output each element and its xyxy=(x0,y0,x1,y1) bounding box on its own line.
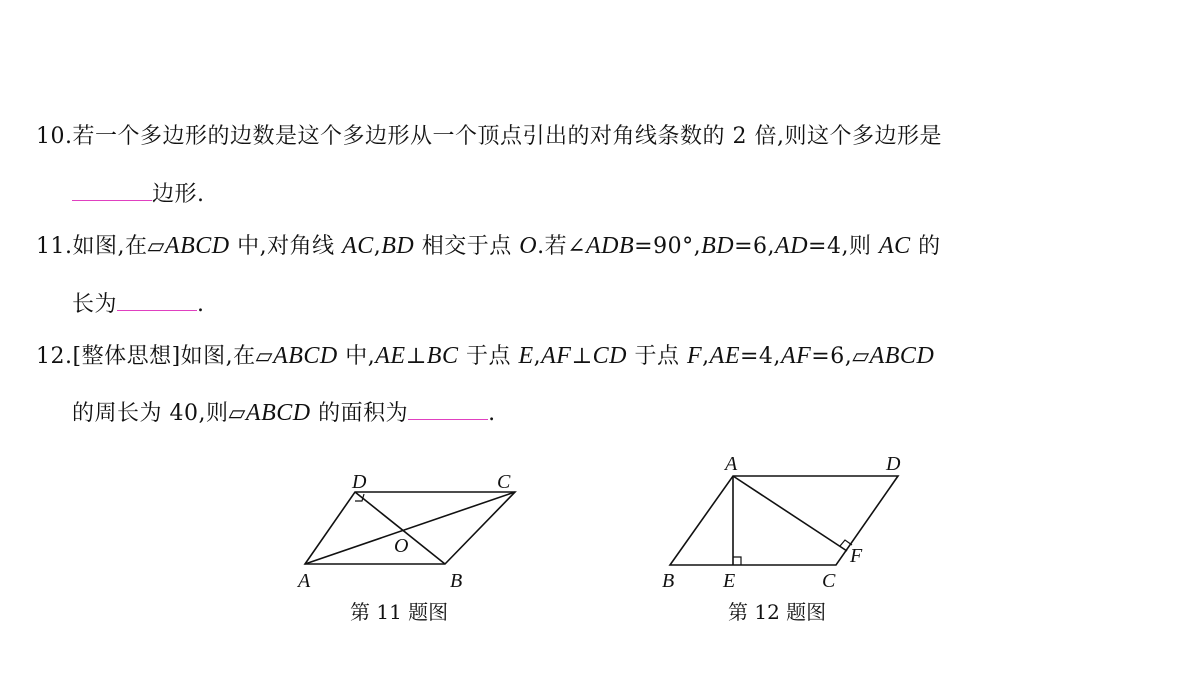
q10-suffix: 边形. xyxy=(152,182,205,207)
q10-line2 xyxy=(72,180,205,208)
q11-text-a: 11.如图,在▱ xyxy=(36,234,165,259)
fig12-parallelogram xyxy=(670,476,898,565)
q11-text-e: .若∠ xyxy=(537,234,587,259)
q10-line1 xyxy=(36,124,942,150)
fig12-label-b: B xyxy=(662,570,675,592)
q11-text-g: =6, xyxy=(734,234,776,259)
fig12-label-d: D xyxy=(886,453,901,475)
q12-text-j: =4, xyxy=(740,344,781,369)
q12-cd: CD xyxy=(592,343,627,369)
fig12-label-c: C xyxy=(822,570,836,592)
q10-text: 10.若一个多边形的边数是这个多边形从一个顶点引出的对角线条数的 2 倍,则这个多边形是 xyxy=(36,124,942,149)
fig11-diagonal-ac xyxy=(305,492,515,564)
fig11-label-b: B xyxy=(450,570,463,592)
q12-suffix: . xyxy=(488,401,496,426)
fig12-label-e: E xyxy=(723,570,736,592)
q12-text-a: 12.[整体思想]如图,在▱ xyxy=(36,344,274,369)
q12-f: F xyxy=(687,343,703,369)
q11-ad: AD xyxy=(775,233,809,259)
q12-perp2: ⊥ xyxy=(571,344,593,369)
q11-bd2: BD xyxy=(701,233,735,259)
fig11-label-c: C xyxy=(497,471,511,493)
q12-perp1: ⊥ xyxy=(405,344,427,369)
q12-text-i: , xyxy=(702,344,710,369)
q11-ac2: AC xyxy=(878,233,911,259)
fig11-label-a: A xyxy=(298,570,311,592)
fig11-caption: 第 11 题图 xyxy=(350,600,449,624)
q11-text-c: , xyxy=(373,234,382,259)
fig11-label-d: D xyxy=(352,471,367,493)
q12-e: E xyxy=(518,343,534,369)
q12-ae2: AE xyxy=(709,343,740,369)
q12-text-b: 中, xyxy=(337,344,376,369)
q12-abcd: ABCD xyxy=(273,343,338,369)
q12-line2 xyxy=(72,399,496,427)
q11-text-i: 的 xyxy=(910,234,941,259)
q11-text-f: =90°, xyxy=(634,234,702,259)
q11-bd: BD xyxy=(381,233,415,259)
q11-o: O xyxy=(519,233,538,259)
q11-text-d: 相交于点 xyxy=(414,234,520,259)
q12-af2: AF xyxy=(780,343,812,369)
q12-text-f: , xyxy=(533,344,542,369)
q12-ae: AE xyxy=(375,343,406,369)
q12-bc: BC xyxy=(426,343,459,369)
q11-text-h: =4,则 xyxy=(808,234,879,259)
q11-ac: AC xyxy=(342,233,374,259)
q12-text-d: 于点 xyxy=(458,344,519,369)
fig12-right-angle-e xyxy=(733,557,741,565)
q11-text-b: 中,对角线 xyxy=(229,234,343,259)
q10-answer-blank[interactable] xyxy=(72,180,152,201)
q12-text-k: =6,▱ xyxy=(811,344,870,369)
q12-line1 xyxy=(36,343,934,370)
fig12-label-f: F xyxy=(850,545,863,567)
q12-text-h: 于点 xyxy=(627,344,687,369)
q11-prefix: 长为 xyxy=(72,292,118,317)
figure-11 xyxy=(290,460,530,595)
q12-abcd2: ABCD xyxy=(869,343,935,369)
fig12-altitude-af xyxy=(733,476,847,551)
q12-af: AF xyxy=(541,343,572,369)
q12-l2-abcd: ABCD xyxy=(245,400,311,426)
fig12-caption: 第 12 题图 xyxy=(728,600,827,624)
q11-line1 xyxy=(36,233,941,260)
q12-text-l2a: 的周长为 40,则▱ xyxy=(72,401,246,426)
fig11-label-o: O xyxy=(394,535,409,557)
q12-text-l2b: 的面积为 xyxy=(310,401,409,426)
q11-line2 xyxy=(72,290,205,318)
q11-abcd: ABCD xyxy=(164,233,230,259)
q11-suffix: . xyxy=(197,292,205,317)
figure-12 xyxy=(655,448,925,593)
q11-adb: ADB xyxy=(586,233,635,259)
q12-answer-blank[interactable] xyxy=(408,399,488,420)
q11-answer-blank[interactable] xyxy=(117,290,197,311)
fig12-label-a: A xyxy=(725,453,738,475)
